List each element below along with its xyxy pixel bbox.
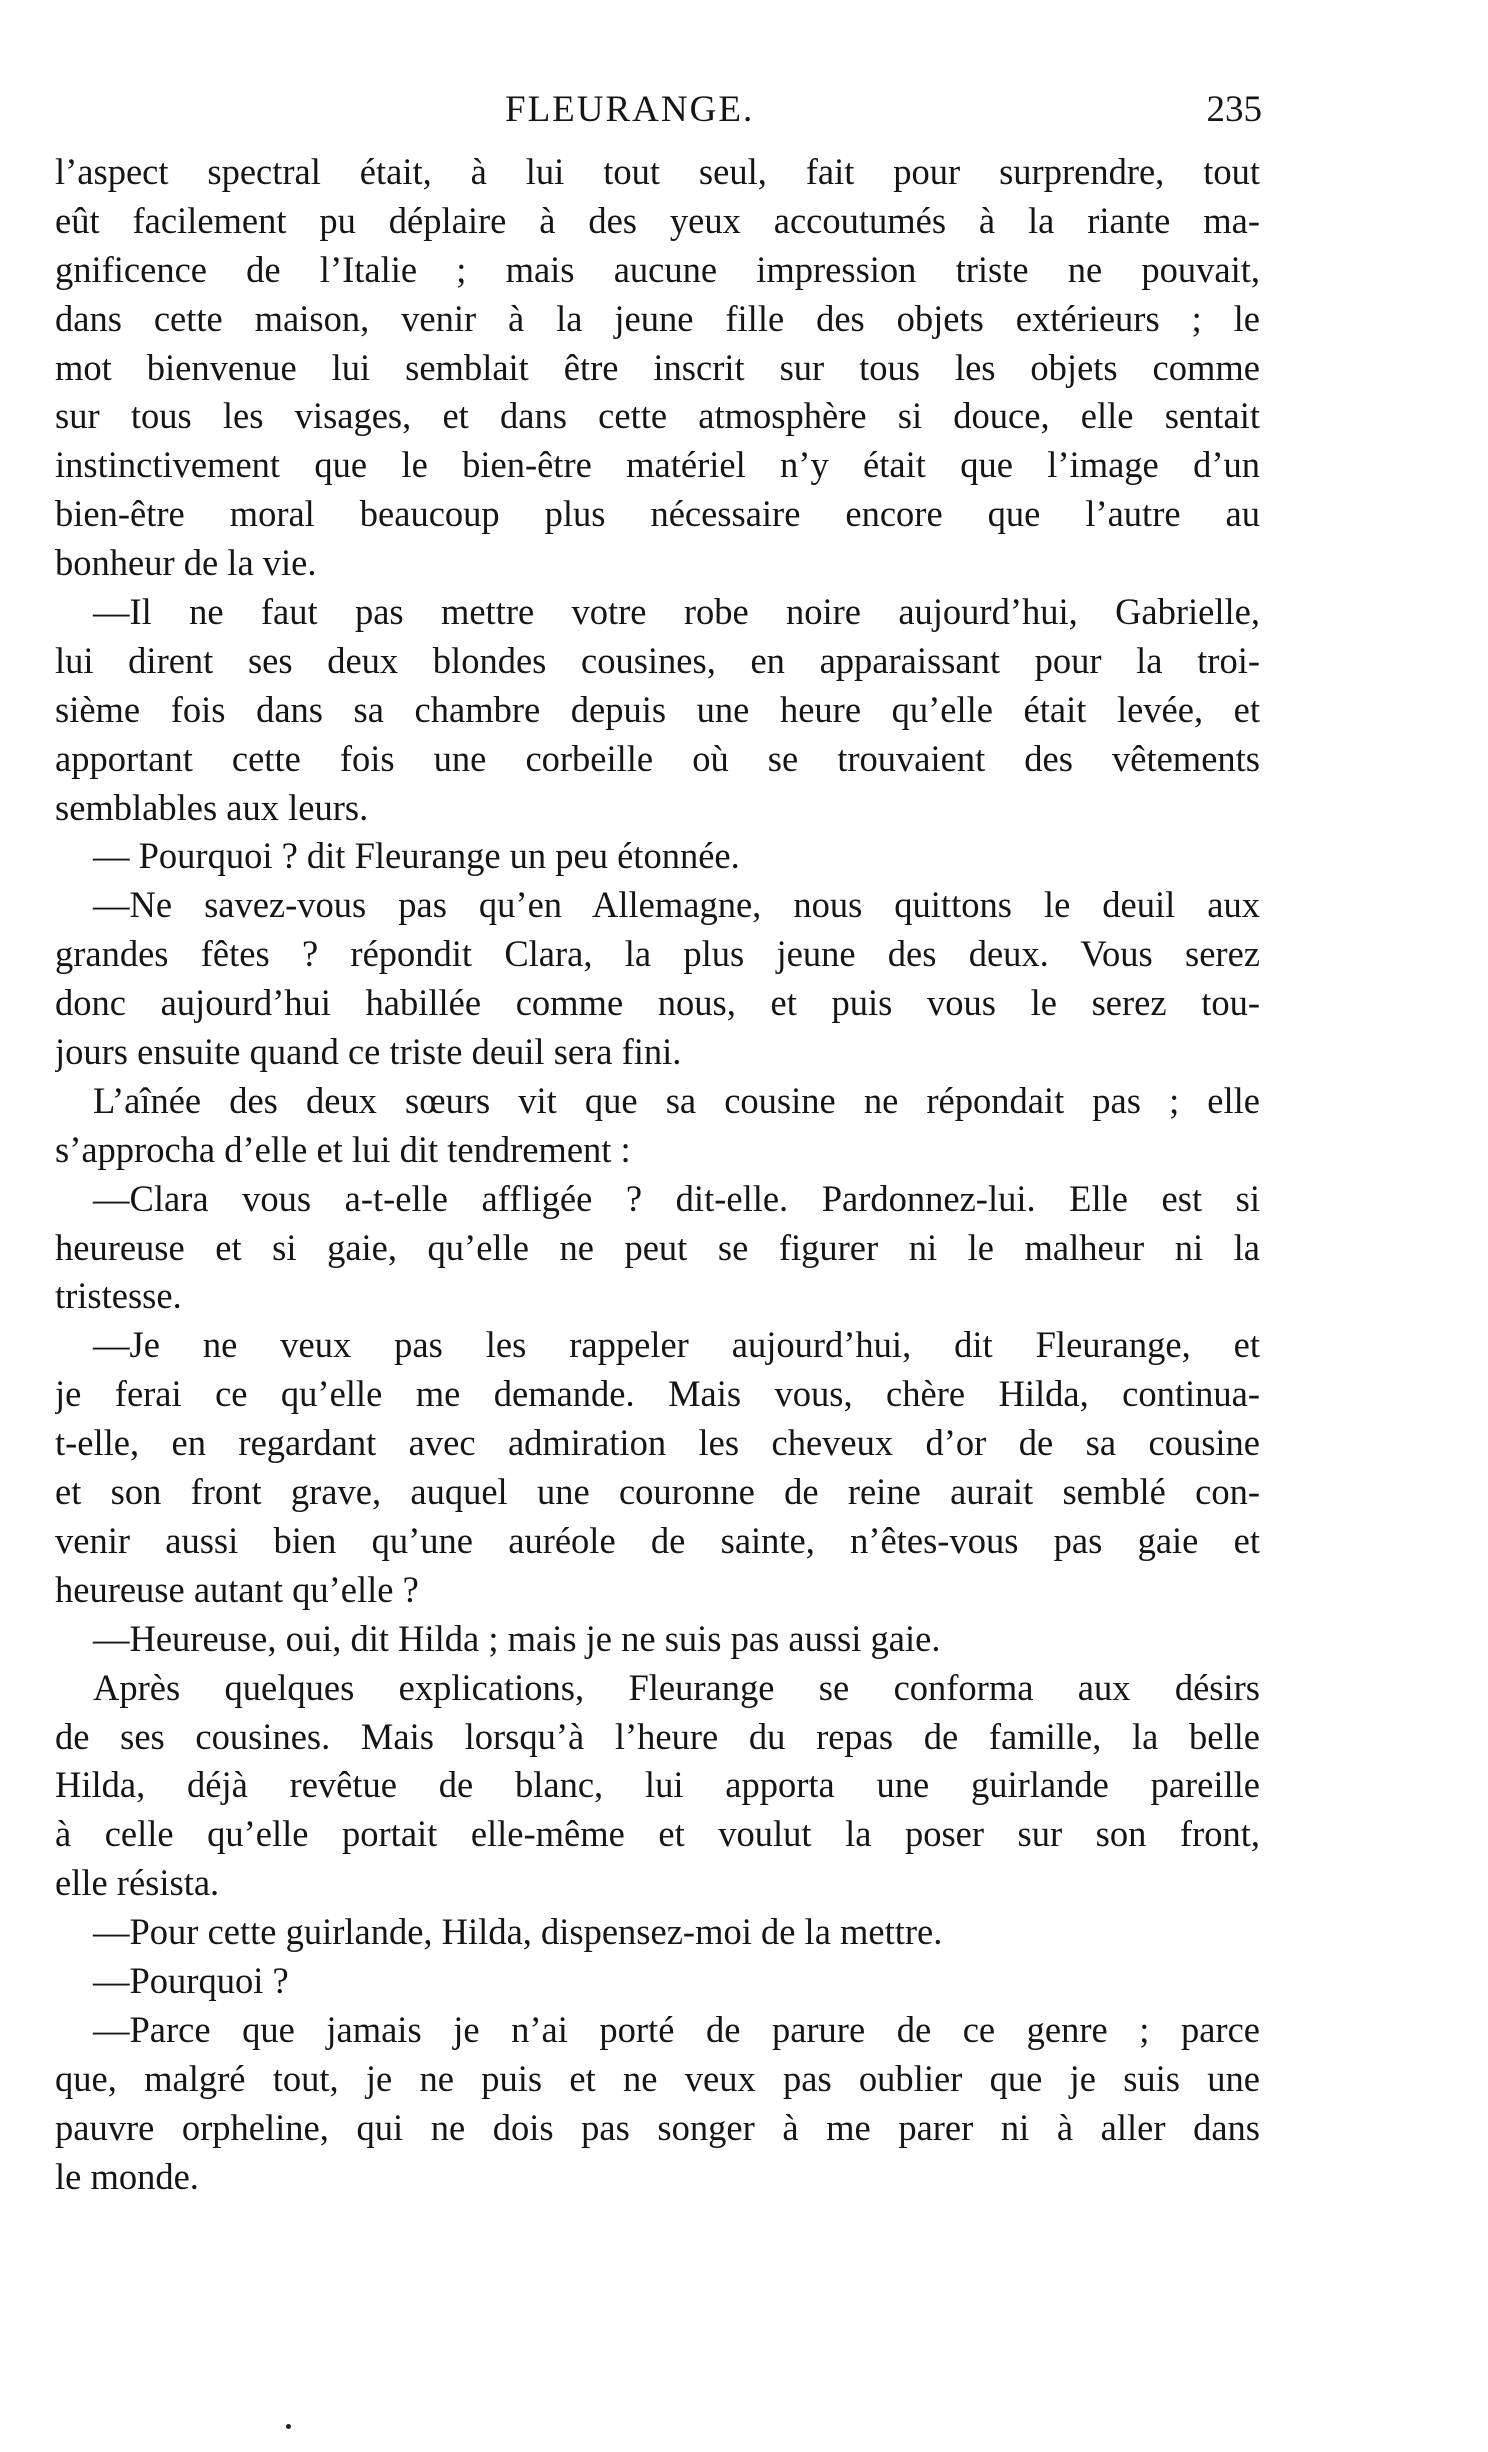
text-line: t-elle, en regardant avec admiration les cheveux d’or de sa cousine xyxy=(55,1422,1260,1464)
paragraph xyxy=(55,1957,1260,2006)
text-line: tristesse. xyxy=(55,1275,182,1317)
text-line: semblables aux leurs. xyxy=(55,786,369,828)
text-line: sième fois dans sa chambre depuis une heure qu’elle était levée, et xyxy=(55,688,1260,730)
text-line: Après quelques explications, Fleurange se conforma aux désirs xyxy=(93,1666,1260,1708)
paragraph xyxy=(55,881,1260,1077)
text-line: venir aussi bien qu’une auréole de sainte, n’êtes-vous pas gaie et xyxy=(55,1519,1260,1561)
text-line: pauvre orpheline, qui ne dois pas songer à me parer ni à aller dans xyxy=(55,2106,1260,2148)
text-line: —Pour cette guirlande, Hilda, dispensez-moi de la mettre. xyxy=(93,1911,943,1953)
text-line: — Pourquoi ? dit Fleurange un peu étonnée. xyxy=(93,835,740,877)
text-line: —Il ne faut pas mettre votre robe noire aujourd’hui, Gabrielle, xyxy=(93,591,1260,633)
paragraph xyxy=(55,1908,1260,1957)
print-speck xyxy=(286,2424,291,2429)
text-line: —Ne savez-vous pas qu’en Allemagne, nous quittons le deuil aux xyxy=(93,884,1260,926)
text-line: gnificence de l’Italie ; mais aucune impression triste ne pouvait, xyxy=(55,248,1260,290)
page-number: 235 xyxy=(1206,89,1262,130)
text-line: de ses cousines. Mais lorsqu’à l’heure du repas de famille, la belle xyxy=(55,1715,1260,1757)
paragraph xyxy=(55,1664,1260,1908)
paragraph xyxy=(55,588,1260,832)
paragraph xyxy=(55,2006,1260,2202)
text-line: lui dirent ses deux blondes cousines, en apparaissant pour la troi- xyxy=(55,639,1260,681)
text-line: s’approcha d’elle et lui dit tendrement : xyxy=(55,1128,631,1170)
text-line: et son front grave, auquel une couronne de reine aurait semblé con- xyxy=(55,1471,1260,1513)
text-line: bien-être moral beaucoup plus nécessaire encore que l’autre au xyxy=(55,493,1260,535)
text-line: je ferai ce qu’elle me demande. Mais vous, chère Hilda, continua- xyxy=(55,1373,1260,1415)
running-head xyxy=(505,88,1262,138)
text-line: —Clara vous a-t-elle affligée ? dit-elle. Pardonnez-lui. Elle est si xyxy=(93,1177,1260,1219)
text-line: —Pourquoi ? xyxy=(93,1959,289,2001)
text-line: Hilda, déjà revêtue de blanc, lui apporta une guirlande pareille xyxy=(55,1764,1260,1806)
paragraph xyxy=(55,1077,1260,1175)
text-line: —Parce que jamais je n’ai porté de parure de ce genre ; parce xyxy=(93,2008,1260,2050)
text-line: à celle qu’elle portait elle-même et voulut la poser sur son front, xyxy=(55,1813,1260,1855)
text-line: l’aspect spectral était, à lui tout seul, fait pour surprendre, tout xyxy=(55,151,1260,192)
text-line: apportant cette fois une corbeille où se trouvaient des vêtements xyxy=(55,737,1260,779)
text-line: grandes fêtes ? répondit Clara, la plus jeune des deux. Vous serez xyxy=(55,933,1260,975)
text-line: le monde. xyxy=(55,2155,199,2197)
text-line: heureuse autant qu’elle ? xyxy=(55,1568,419,1610)
running-title: FLEURANGE. xyxy=(505,89,755,130)
text-line: sur tous les visages, et dans cette atmosphère si douce, elle sentait xyxy=(55,395,1260,437)
paragraph xyxy=(55,148,1260,588)
text-line: —Heureuse, oui, dit Hilda ; mais je ne suis pas aussi gaie. xyxy=(93,1617,941,1659)
text-line: eût facilement pu déplaire à des yeux accoutumés à la riante ma- xyxy=(55,199,1260,241)
text-line: L’aînée des deux sœurs vit que sa cousine ne répondait pas ; elle xyxy=(93,1079,1260,1121)
text-line: instinctivement que le bien-être matériel n’y était que l’image d’un xyxy=(55,444,1260,486)
text-line: dans cette maison, venir à la jeune fille des objets extérieurs ; le xyxy=(55,297,1260,339)
text-line: jours ensuite quand ce triste deuil sera fini. xyxy=(55,1031,682,1073)
text-line: que, malgré tout, je ne puis et ne veux pas oublier que je suis une xyxy=(55,2057,1260,2099)
text-line: elle résista. xyxy=(55,1862,220,1904)
text-line: —Je ne veux pas les rappeler aujourd’hui, dit Fleurange, et xyxy=(93,1324,1260,1366)
paragraph xyxy=(55,1615,1260,1664)
paragraph xyxy=(55,832,1260,881)
body-text xyxy=(55,148,1260,2201)
paragraph xyxy=(55,1175,1260,1322)
text-line: mot bienvenue lui semblait être inscrit sur tous les objets comme xyxy=(55,346,1260,388)
text-line: heureuse et si gaie, qu’elle ne peut se figurer ni le malheur ni la xyxy=(55,1226,1260,1268)
text-line: bonheur de la vie. xyxy=(55,542,317,584)
text-line: donc aujourd’hui habillée comme nous, et puis vous le serez tou- xyxy=(55,982,1260,1024)
paragraph xyxy=(55,1321,1260,1614)
